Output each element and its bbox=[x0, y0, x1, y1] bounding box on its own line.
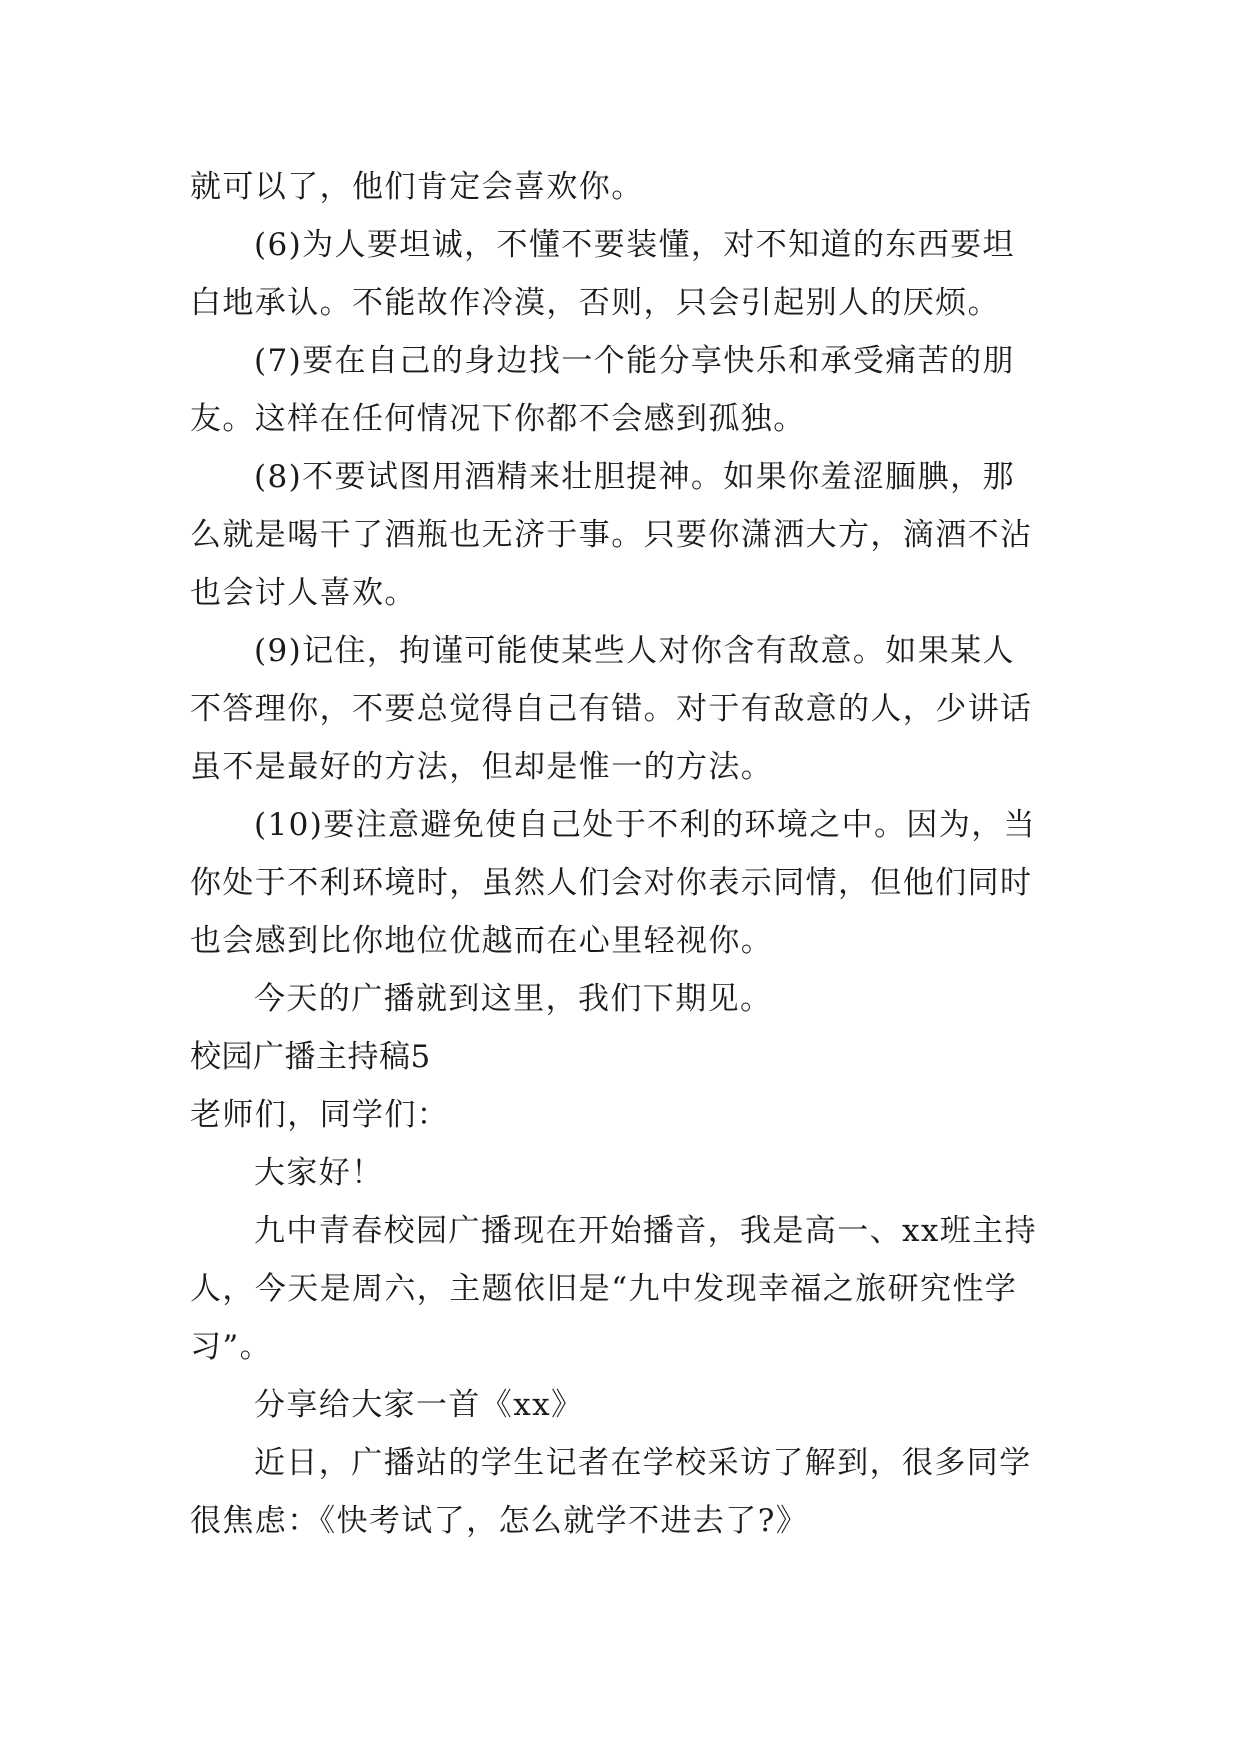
section-heading: 校园广播主持稿5 bbox=[190, 1039, 431, 1075]
text-line: 友。这样在任何情况下你都不会感到孤独。 bbox=[190, 401, 806, 437]
text-line: 很焦虑：《快考试了，怎么就学不进去了?》 bbox=[190, 1503, 809, 1539]
text-line: (8)不要试图用酒精来壮胆提神。如果你羞涩腼腆，那 bbox=[254, 459, 1015, 495]
text-line: (9)记住，拘谨可能使某些人对你含有敌意。如果某人 bbox=[254, 633, 1015, 669]
greeting-line: 大家好！ bbox=[254, 1155, 384, 1191]
text-line: 也会感到比你地位优越而在心里轻视你。 bbox=[190, 923, 774, 959]
text-line: (6)为人要坦诚，不懂不要装懂，对不知道的东西要坦 bbox=[254, 227, 1015, 263]
text-line: 今天的广播就到这里，我们下期见。 bbox=[254, 981, 773, 1017]
text-line: (7)要在自己的身边找一个能分享快乐和承受痛苦的朋 bbox=[254, 343, 1015, 379]
document-body bbox=[190, 158, 1058, 1550]
text-line: 习”。 bbox=[190, 1329, 273, 1365]
text-line: 近日，广播站的学生记者在学校采访了解到，很多同学 bbox=[254, 1445, 1032, 1481]
text-line: 人，今天是周六，主题依旧是“九中发现幸福之旅研究性学 bbox=[190, 1271, 1018, 1307]
text-line: 白地承认。不能故作冷漠，否则，只会引起别人的厌烦。 bbox=[190, 285, 1000, 321]
text-line: 九中青春校园广播现在开始播音，我是高一、xx班主持 bbox=[254, 1213, 1037, 1249]
text-line: 也会讨人喜欢。 bbox=[190, 575, 417, 611]
text-line: 就可以了，他们肯定会喜欢你。 bbox=[190, 169, 644, 205]
salutation-line: 老师们，同学们： bbox=[190, 1097, 450, 1133]
text-line: 么就是喝干了酒瓶也无济于事。只要你潇洒大方，滴酒不沾 bbox=[190, 517, 1033, 553]
text-line: (10)要注意避免使自己处于不利的环境之中。因为，当 bbox=[254, 807, 1037, 843]
text-line: 你处于不利环境时，虽然人们会对你表示同情，但他们同时 bbox=[190, 865, 1033, 901]
text-line: 虽不是最好的方法，但却是惟一的方法。 bbox=[190, 749, 774, 785]
text-line: 分享给大家一首《xx》 bbox=[254, 1387, 584, 1423]
text-line: 不答理你，不要总觉得自己有错。对于有敌意的人，少讲话 bbox=[190, 691, 1033, 727]
